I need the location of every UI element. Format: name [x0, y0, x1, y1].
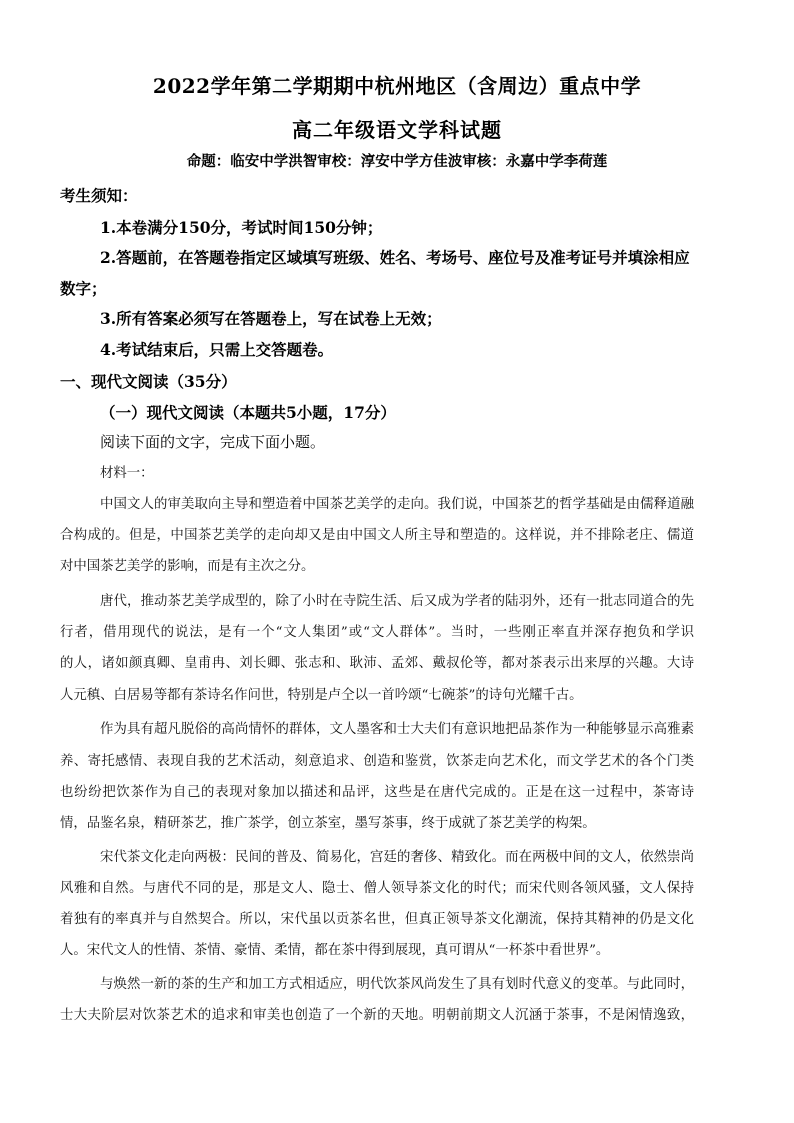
- notice-item-4: 4.考试结束后，只需上交答题卷。: [100, 340, 334, 359]
- passage-line: 中国文人的审美取向主导和塑造着中国茶艺美学的走向。我们说，中国茶艺的哲学基础是由儒释道融: [100, 497, 694, 512]
- passage-line: 着独有的率真并与自然契合。所以，宋代虽以贡茶名世，但真正领导茶文化潮流，保持其精神的仍是文化: [60, 912, 694, 927]
- passage-line: 士大夫阶层对饮茶艺术的追求和审美也创造了一个新的天地。明朝前期文人沉涵于茶事，不是闲情逸致，: [60, 1008, 694, 1023]
- passage-line: 唐代，推动茶艺美学成型的，除了小时在寺院生活、后又成为学者的陆羽外，还有一批志同道合的先: [100, 594, 694, 609]
- notice-heading: 考生须知：: [60, 186, 138, 205]
- passage-line: 人元稹、白居易等都有茶诗名作问世，特别是卢仝以一首吟颂“七碗茶”的诗句光耀千古。: [60, 688, 583, 703]
- notice-item-3: 3.所有答案必须写在答题卷上，写在试卷上无效；: [100, 309, 442, 328]
- section-1-heading: 一、现代文阅读（35分）: [60, 372, 237, 391]
- passage-line: 的人，诸如颜真卿、皇甫冉、刘长卿、张志和、耿沛、孟郊、戴叔伦等，都对茶表示出来厚的兴趣。大诗: [60, 656, 694, 671]
- passage-line: 风雅和自然。与唐代不同的是，那是文人、隐士、僧人领导茶文化的时代；而宋代则各领风骚，文人保持: [60, 881, 694, 896]
- notice-item-2-line2: 数字；: [60, 279, 107, 298]
- passage-line: 养、寄托感情、表现自我的艺术活动，刻意追求、创造和鉴赏，饮茶走向艺术化，而文学艺术的各个门类: [60, 754, 694, 769]
- exam-title-line1: 2022学年第二学期期中杭州地区（含周边）重点中学: [152, 74, 642, 98]
- passage-line: 与焕然一新的茶的生产和加工方式相适应，明代饮茶风尚发生了具有划时代意义的变革。与此同时，: [100, 977, 694, 992]
- notice-item-1: 1.本卷满分150分，考试时间150分钟；: [100, 218, 383, 237]
- material-label: 材料一：: [100, 466, 154, 481]
- passage-line: 情，品鉴名泉，精研茶艺，推广茶学，创立茶室，墨写茶事，终于成就了茶艺美学的构架。: [60, 816, 596, 831]
- passage-line: 合构成的。但是，中国茶艺美学的走向却又是由中国文人所主导和塑造的。这样说，并不排除老庄、儒道: [60, 528, 694, 543]
- passage-line: 人。宋代文人的性情、茶情、豪情、柔情，都在茶中得到展现，真可谓从“一杯茶中看世界”。: [60, 943, 610, 958]
- passage-line: 对中国茶艺美学的影响，而是有主次之分。: [60, 559, 315, 574]
- notice-item-2-line1: 2.答题前，在答题卷指定区域填写班级、姓名、考场号、座位号及准考证号并填涂相应: [100, 248, 690, 267]
- passage-line: 宋代茶文化走向两极：民间的普及、简易化，宫廷的奢侈、精致化。而在两极中间的文人，依然崇尚: [100, 850, 694, 865]
- reading-instruction: 阅读下面的文字，完成下面小题。: [100, 433, 326, 451]
- authors-line: 命题：临安中学洪智审校：淳安中学方佳波审核：永嘉中学李荷莲: [186, 153, 608, 170]
- subsection-1-heading: （一）现代文阅读（本题共5小题，17分）: [100, 403, 396, 422]
- passage-line: 行者，借用现代的说法，是有一个“文人集团”或“文人群体”。当时，一些刚正率直并深存抱负和学识: [60, 625, 694, 640]
- passage-line: 作为具有超凡脱俗的高尚情怀的群体，文人墨客和士大夫们有意识地把品茶作为一种能够显示高雅素: [100, 722, 694, 737]
- passage-line: 也纷纷把饮茶作为自己的表现对象加以描述和品评，这些是在唐代完成的。正是在这一过程中，茶寄诗: [60, 785, 694, 800]
- exam-title-line2: 高二年级语文学科试题: [292, 118, 502, 142]
